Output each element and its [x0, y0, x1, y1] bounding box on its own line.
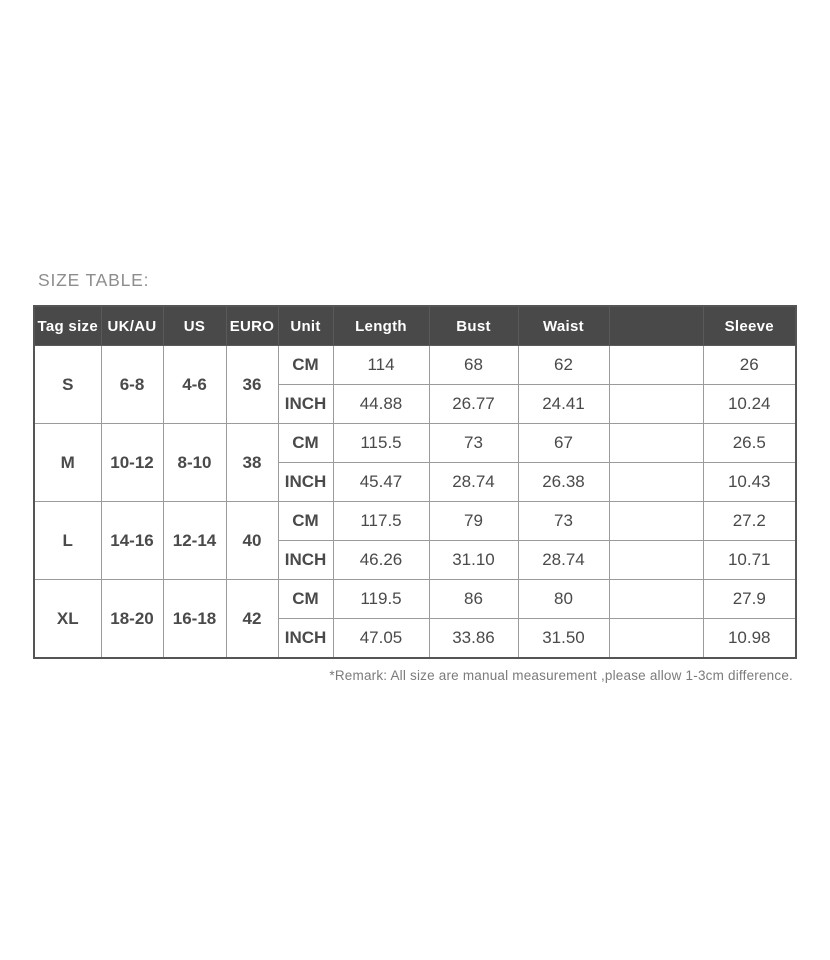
uk-au-cell: 14-16 [101, 502, 163, 580]
uk-au-cell: 18-20 [101, 580, 163, 659]
empty-value [609, 541, 703, 580]
table-row [34, 580, 796, 619]
us-cell: 12-14 [163, 502, 226, 580]
unit-cell: INCH [278, 463, 333, 502]
waist-value: 62 [518, 346, 609, 385]
sleeve-value: 10.71 [703, 541, 796, 580]
euro-cell: 42 [226, 580, 278, 659]
length-value: 45.47 [333, 463, 429, 502]
empty-value [609, 346, 703, 385]
header-us: US [163, 306, 226, 346]
waist-value: 80 [518, 580, 609, 619]
waist-value: 31.50 [518, 619, 609, 659]
header-euro: EURO [226, 306, 278, 346]
sleeve-value: 10.98 [703, 619, 796, 659]
length-value: 114 [333, 346, 429, 385]
uk-au-cell: 6-8 [101, 346, 163, 424]
empty-value [609, 580, 703, 619]
tag-size-cell: S [34, 346, 101, 424]
header-waist: Waist [518, 306, 609, 346]
empty-value [609, 619, 703, 659]
size-table [33, 305, 797, 659]
bust-value: 68 [429, 346, 518, 385]
length-value: 47.05 [333, 619, 429, 659]
unit-cell: INCH [278, 541, 333, 580]
tag-size-cell: L [34, 502, 101, 580]
bust-value: 86 [429, 580, 518, 619]
table-row [34, 346, 796, 385]
sleeve-value: 27.2 [703, 502, 796, 541]
euro-cell: 38 [226, 424, 278, 502]
waist-value: 67 [518, 424, 609, 463]
length-value: 44.88 [333, 385, 429, 424]
empty-value [609, 424, 703, 463]
euro-cell: 36 [226, 346, 278, 424]
unit-cell: INCH [278, 385, 333, 424]
table-row [34, 502, 796, 541]
empty-value [609, 502, 703, 541]
sleeve-value: 26 [703, 346, 796, 385]
us-cell: 16-18 [163, 580, 226, 659]
unit-cell: CM [278, 502, 333, 541]
waist-value: 26.38 [518, 463, 609, 502]
sleeve-value: 10.43 [703, 463, 796, 502]
sleeve-value: 26.5 [703, 424, 796, 463]
header-sleeve: Sleeve [703, 306, 796, 346]
header-tag-size: Tag size [34, 306, 101, 346]
waist-value: 28.74 [518, 541, 609, 580]
unit-cell: INCH [278, 619, 333, 659]
unit-cell: CM [278, 346, 333, 385]
length-value: 115.5 [333, 424, 429, 463]
bust-value: 31.10 [429, 541, 518, 580]
header-unit: Unit [278, 306, 333, 346]
us-cell: 8-10 [163, 424, 226, 502]
waist-value: 24.41 [518, 385, 609, 424]
length-value: 46.26 [333, 541, 429, 580]
header-length: Length [333, 306, 429, 346]
page-title: SIZE TABLE: [38, 270, 150, 290]
euro-cell: 40 [226, 502, 278, 580]
unit-cell: CM [278, 580, 333, 619]
bust-value: 26.77 [429, 385, 518, 424]
bust-value: 33.86 [429, 619, 518, 659]
sleeve-value: 10.24 [703, 385, 796, 424]
header-row [34, 306, 796, 346]
sleeve-value: 27.9 [703, 580, 796, 619]
remark-text: *Remark: All size are manual measurement ,please allow 1-3cm difference. [329, 668, 793, 683]
waist-value: 73 [518, 502, 609, 541]
table-row [34, 424, 796, 463]
us-cell: 4-6 [163, 346, 226, 424]
bust-value: 79 [429, 502, 518, 541]
uk-au-cell: 10-12 [101, 424, 163, 502]
tag-size-cell: M [34, 424, 101, 502]
length-value: 119.5 [333, 580, 429, 619]
bust-value: 28.74 [429, 463, 518, 502]
header-uk-au: UK/AU [101, 306, 163, 346]
unit-cell: CM [278, 424, 333, 463]
tag-size-cell: XL [34, 580, 101, 659]
header-empty [609, 306, 703, 346]
empty-value [609, 463, 703, 502]
bust-value: 73 [429, 424, 518, 463]
empty-value [609, 385, 703, 424]
header-bust: Bust [429, 306, 518, 346]
length-value: 117.5 [333, 502, 429, 541]
